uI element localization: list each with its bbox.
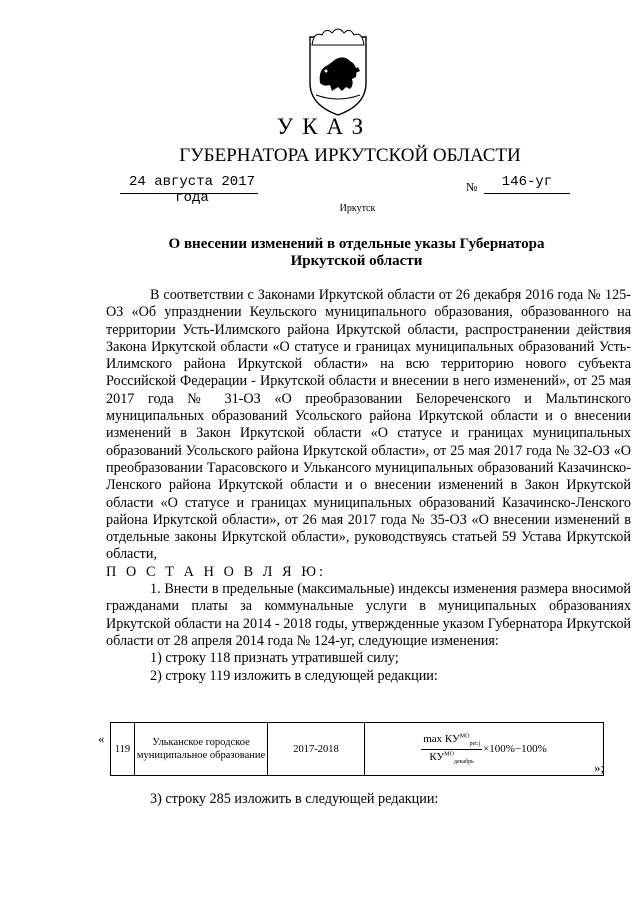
- formula-denominator: [421, 750, 482, 765]
- document-date: 24 августа 2017 года: [128, 174, 256, 206]
- heading-line-1: О внесении изменений в отдельные указы Губернатора: [168, 236, 545, 252]
- date-underline: [120, 193, 258, 194]
- formula-rest: ×100%−100%: [483, 743, 547, 755]
- item-1-paragraph: 1. Внести в предельные (максимальные) индексы изменения размера вносимой гражданами платы за коммунальные услуги в муниципальных образованиях Иркутской области на 2014 - 2018 годы, утвержденные указом Губернатора Иркутской области от 28 апреля 2014 года № 124-уг, следующие изменения:: [106, 581, 631, 649]
- index-formula: [421, 733, 547, 764]
- coat-of-arms-icon: [302, 25, 374, 119]
- sub-item-2: 2) строку 119 изложить в следующей редакции:: [150, 667, 438, 684]
- sub-item-1: 1) строку 118 признать утратившей силу;: [150, 650, 399, 667]
- formula-numerator: [421, 733, 482, 749]
- preamble-paragraph: В соответствии с Законами Иркутской области от 26 декабря 2016 года № 125-ОЗ «Об упразднении Кеульского муниципального образования, образованного на территории Усть-Илимского района Иркутской области, распространении действия Закона Иркутской области «О статусе и границах муниципальных образований Усть-Илимского района Иркутской области» на всю территорию нового субъекта Российской Федерации - Иркутской области и внесении в него изменений», от 25 мая 2017 года № 31-ОЗ «О преобразовании Белореченского и Мальтинского муниципальных образований Усольского района Иркутской области и о внесении изменений в Закон Иркутской области «О статусе и границах муниципальных образований Усольского района Иркутской области», от 25 мая 2017 года № 32-ОЗ «О преобразовании Тарасовского и Улькансого муниципальных образований Казачинско-Ленского района Иркутской области и о внесении изменений в Закон Иркутской области «О статусе и границах муниципальных образований Казачинско-Ленского района Иркутской области», от 26 мая 2017 года № 35-ОЗ «О внесении изменений в отдельные законы Иркутской области», руководствуясь статьей 59 Устава Иркутской области,: [106, 287, 631, 563]
- document-title: УКАЗ: [276, 114, 373, 139]
- denominator-sup: МО: [444, 750, 454, 757]
- table-open-quote: «: [98, 731, 105, 746]
- document-body: [106, 287, 631, 685]
- numerator-main: max КУ: [423, 733, 460, 746]
- row-number-cell: 119: [111, 723, 135, 776]
- formula-fraction: [421, 733, 482, 764]
- sub-item-3: 3) строку 285 изложить в следующей редакции:: [150, 791, 439, 807]
- document-heading: [104, 236, 609, 270]
- heading-line-2: Иркутской области: [290, 253, 423, 269]
- document-city: Иркутск: [339, 203, 376, 214]
- municipality-name-cell: Ульканское городское муниципальное образование: [135, 723, 268, 776]
- numerator-sup: МО: [459, 733, 470, 740]
- denominator-main: КУ: [429, 750, 445, 763]
- table-close-quote: »;: [594, 760, 605, 775]
- document-number: 146-уг: [501, 174, 553, 190]
- table-row: [111, 723, 604, 776]
- document-subtitle: ГУБЕРНАТОРА ИРКУТСКОЙ ОБЛАСТИ: [179, 145, 521, 166]
- number-sign: №: [466, 180, 478, 194]
- numerator-sub: рег.j: [469, 741, 481, 748]
- index-table: [110, 722, 604, 776]
- period-cell: 2017-2018: [268, 723, 365, 776]
- number-underline: [484, 193, 570, 194]
- denominator-sub: декабрь: [453, 758, 474, 765]
- decree-word: П О С Т А Н О В Л Я Ю:: [106, 563, 327, 580]
- formula-cell: [365, 723, 604, 776]
